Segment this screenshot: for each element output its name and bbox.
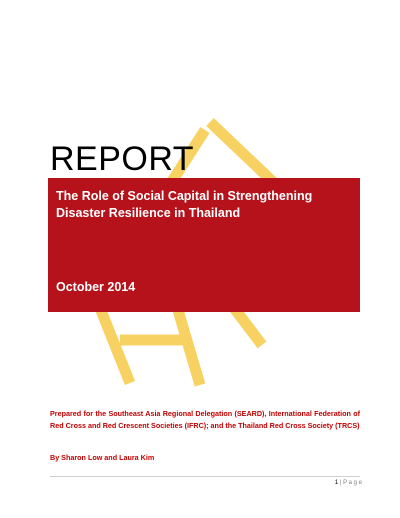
report-label: REPORT — [50, 140, 195, 178]
page-number-value: 1 — [334, 480, 339, 486]
document-title: The Role of Social Capital in Strengthening Disaster Resilience in Thailand — [56, 189, 313, 220]
document-date: October 2014 — [56, 280, 136, 294]
page-number — [335, 480, 362, 486]
page-number-separator: | — [338, 480, 344, 486]
authors-text: By Sharon Low and Laura Kim — [50, 453, 155, 462]
prepared-for-text: Prepared for the Southeast Asia Regional Delegation (SEARD), International Federation of Red Cross and Red Crescent Societies (IFRC); and the Thailand Red Cross Society (TRCS) — [50, 409, 360, 430]
footer-divider — [50, 476, 360, 477]
page-label: P a g e — [343, 480, 362, 486]
title-panel — [48, 178, 360, 312]
